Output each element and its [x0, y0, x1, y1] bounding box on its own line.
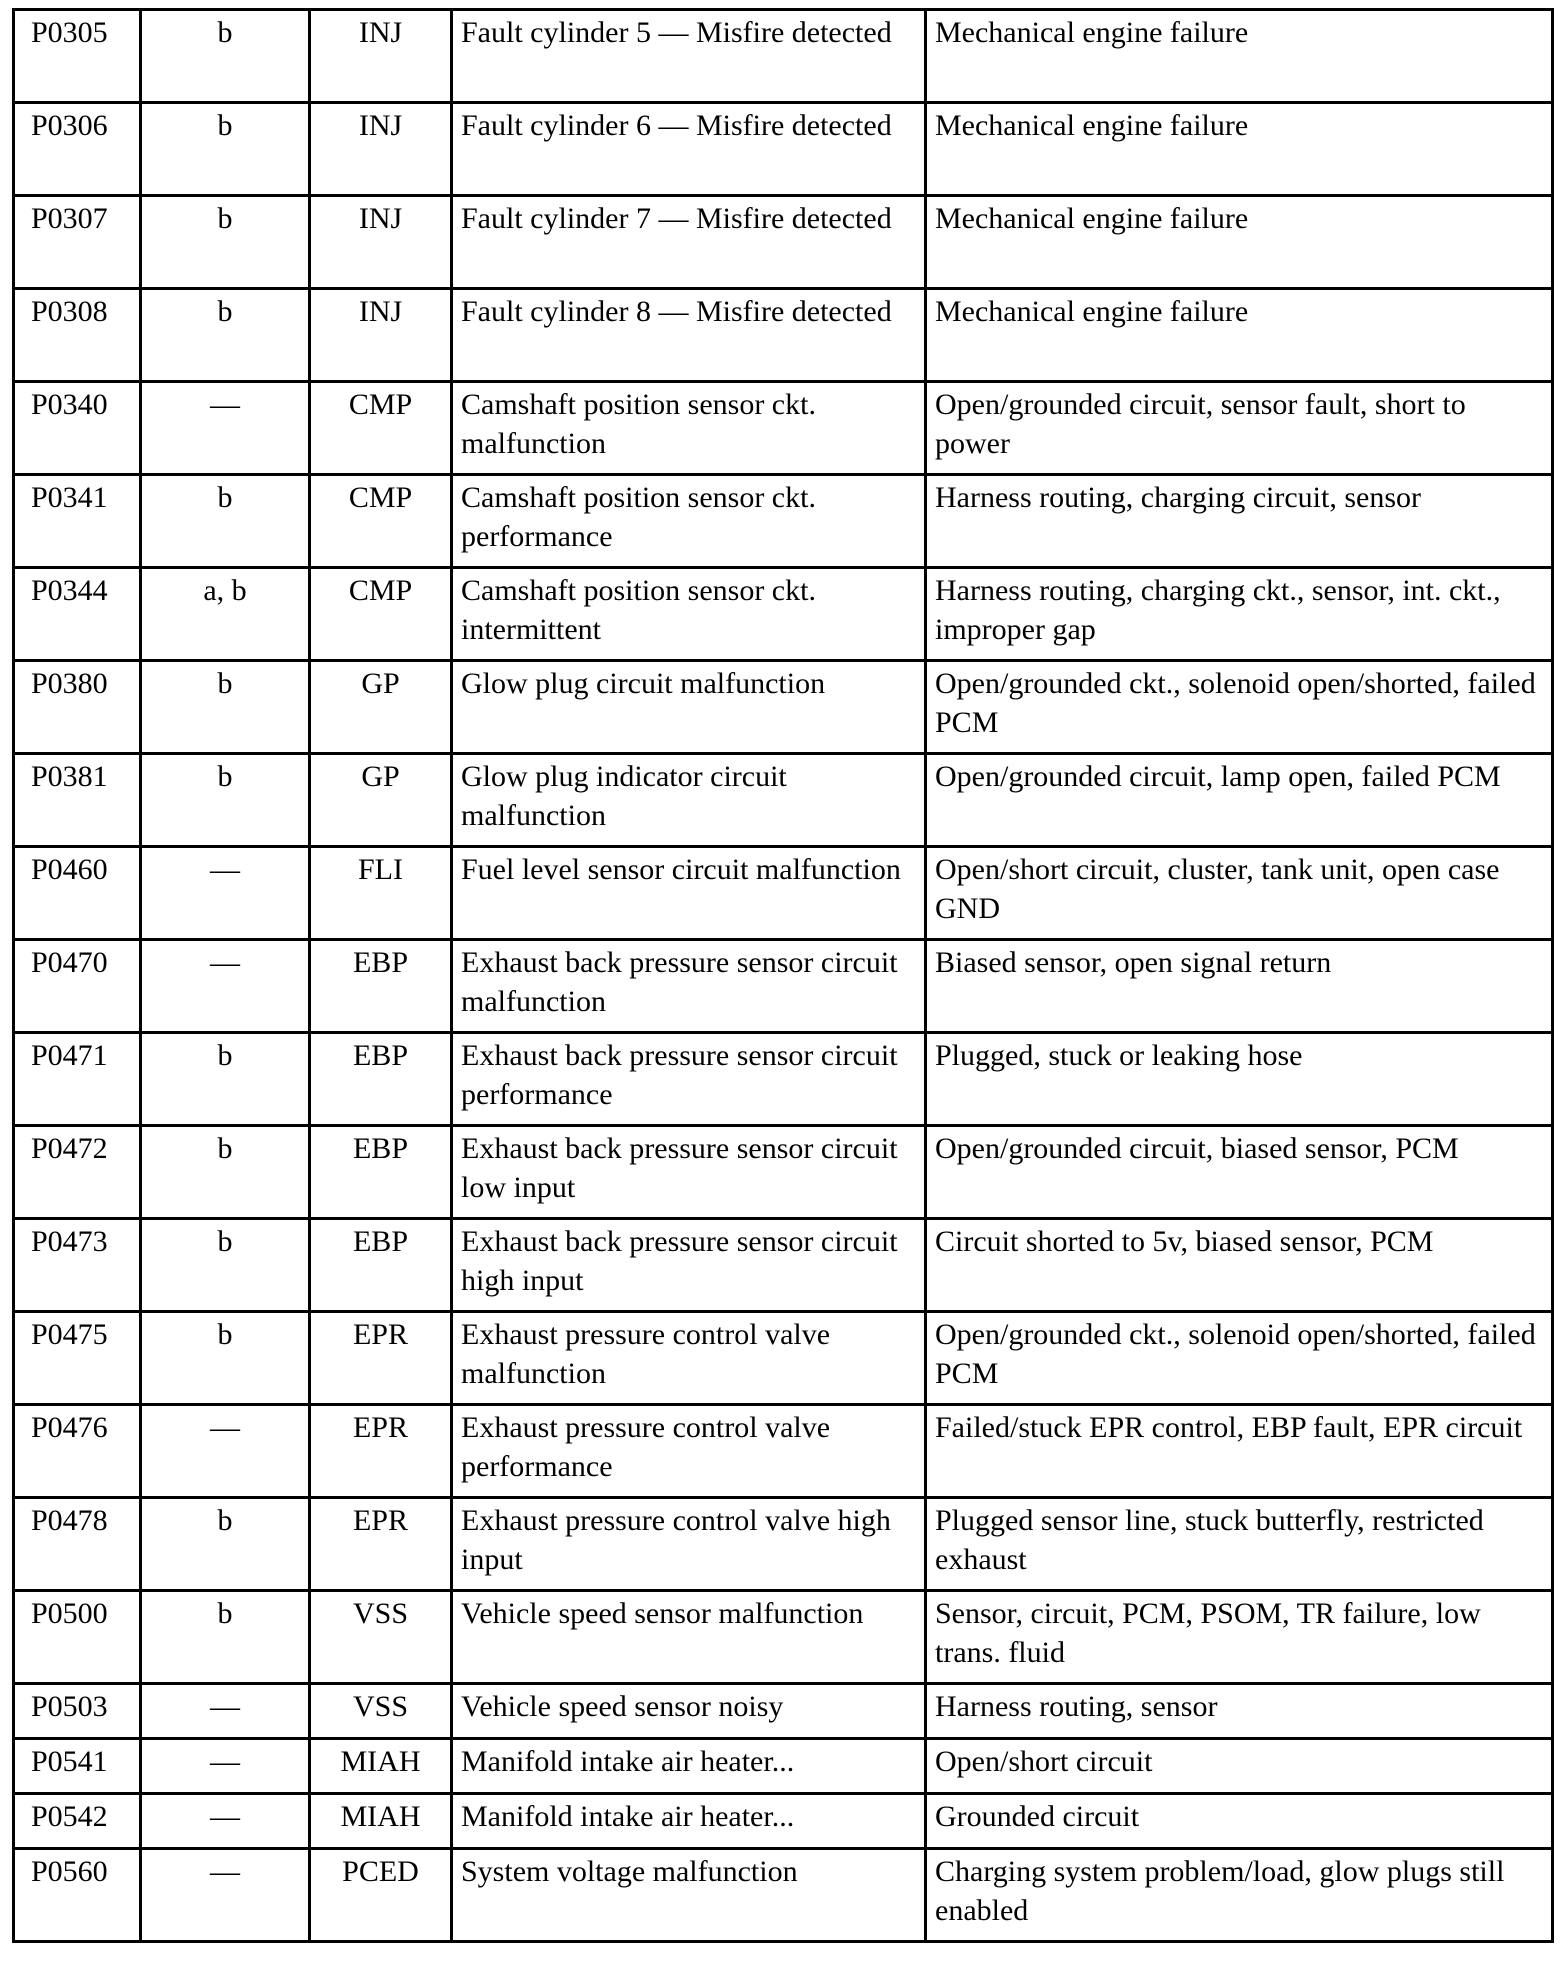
table-row — [14, 661, 1553, 754]
system-cell: EBP — [310, 1126, 452, 1219]
cause-cell: Open/grounded circuit, sensor fault, short to power — [926, 382, 1553, 475]
system-cell: EPR — [310, 1405, 452, 1498]
code-cell: P0344 — [14, 568, 141, 661]
code-cell: P0307 — [14, 196, 141, 289]
cause-cell: Mechanical engine failure — [926, 10, 1553, 103]
mode-cell: b — [141, 289, 310, 382]
table-row — [14, 196, 1553, 289]
description-cell: Camshaft position sensor ckt. malfunction — [452, 382, 926, 475]
table-row — [14, 1794, 1553, 1849]
cause-cell: Biased sensor, open signal return — [926, 940, 1553, 1033]
table-row — [14, 1739, 1553, 1794]
table-row — [14, 1849, 1553, 1942]
mode-cell: b — [141, 1033, 310, 1126]
code-cell: P0500 — [14, 1591, 141, 1684]
description-cell: Vehicle speed sensor noisy — [452, 1684, 926, 1739]
system-cell: PCED — [310, 1849, 452, 1942]
description-cell: Manifold intake air heater... — [452, 1739, 926, 1794]
cause-cell: Harness routing, charging ckt., sensor, int. ckt., improper gap — [926, 568, 1553, 661]
mode-cell: b — [141, 1498, 310, 1591]
code-cell: P0470 — [14, 940, 141, 1033]
table-row — [14, 940, 1553, 1033]
system-cell: VSS — [310, 1684, 452, 1739]
code-cell: P0473 — [14, 1219, 141, 1312]
system-cell: VSS — [310, 1591, 452, 1684]
mode-cell: b — [141, 10, 310, 103]
mode-cell: — — [141, 1794, 310, 1849]
system-cell: FLI — [310, 847, 452, 940]
table-body — [14, 10, 1553, 1942]
description-cell: Exhaust pressure control valve high input — [452, 1498, 926, 1591]
table-row — [14, 1219, 1553, 1312]
system-cell: EBP — [310, 940, 452, 1033]
mode-cell: b — [141, 475, 310, 568]
system-cell: EBP — [310, 1033, 452, 1126]
cause-cell: Open/short circuit, cluster, tank unit, open case GND — [926, 847, 1553, 940]
mode-cell: b — [141, 661, 310, 754]
table-row — [14, 1591, 1553, 1684]
mode-cell: b — [141, 1591, 310, 1684]
code-cell: P0560 — [14, 1849, 141, 1942]
cause-cell: Charging system problem/load, glow plugs still enabled — [926, 1849, 1553, 1942]
description-cell: Glow plug circuit malfunction — [452, 661, 926, 754]
cause-cell: Mechanical engine failure — [926, 103, 1553, 196]
description-cell: Exhaust back pressure sensor circuit high input — [452, 1219, 926, 1312]
code-cell: P0542 — [14, 1794, 141, 1849]
cause-cell: Mechanical engine failure — [926, 196, 1553, 289]
table-row — [14, 103, 1553, 196]
mode-cell: b — [141, 196, 310, 289]
system-cell: INJ — [310, 103, 452, 196]
mode-cell: b — [141, 1219, 310, 1312]
cause-cell: Open/grounded circuit, lamp open, failed PCM — [926, 754, 1553, 847]
system-cell: GP — [310, 754, 452, 847]
description-cell: Exhaust back pressure sensor circuit low input — [452, 1126, 926, 1219]
system-cell: CMP — [310, 568, 452, 661]
table-row — [14, 1312, 1553, 1405]
table-row — [14, 1684, 1553, 1739]
table-row — [14, 847, 1553, 940]
table-row — [14, 475, 1553, 568]
code-cell: P0471 — [14, 1033, 141, 1126]
description-cell: Fault cylinder 5 — Misfire detected — [452, 10, 926, 103]
system-cell: INJ — [310, 196, 452, 289]
cause-cell: Failed/stuck EPR control, EBP fault, EPR circuit — [926, 1405, 1553, 1498]
description-cell: Vehicle speed sensor malfunction — [452, 1591, 926, 1684]
cause-cell: Open/grounded ckt., solenoid open/shorted, failed PCM — [926, 661, 1553, 754]
table-row — [14, 754, 1553, 847]
cause-cell: Grounded circuit — [926, 1794, 1553, 1849]
table-row — [14, 289, 1553, 382]
code-cell: P0306 — [14, 103, 141, 196]
mode-cell: b — [141, 1126, 310, 1219]
system-cell: EPR — [310, 1498, 452, 1591]
description-cell: Exhaust pressure control valve malfunction — [452, 1312, 926, 1405]
mode-cell: a, b — [141, 568, 310, 661]
description-cell: Camshaft position sensor ckt. intermittent — [452, 568, 926, 661]
system-cell: EPR — [310, 1312, 452, 1405]
description-cell: Exhaust back pressure sensor circuit performance — [452, 1033, 926, 1126]
code-cell: P0460 — [14, 847, 141, 940]
code-cell: P0380 — [14, 661, 141, 754]
cause-cell: Mechanical engine failure — [926, 289, 1553, 382]
code-cell: P0381 — [14, 754, 141, 847]
system-cell: GP — [310, 661, 452, 754]
cause-cell: Plugged, stuck or leaking hose — [926, 1033, 1553, 1126]
system-cell: EBP — [310, 1219, 452, 1312]
code-cell: P0472 — [14, 1126, 141, 1219]
description-cell: Exhaust back pressure sensor circuit malfunction — [452, 940, 926, 1033]
diagnostic-code-table — [12, 8, 1554, 1943]
system-cell: INJ — [310, 10, 452, 103]
table-row — [14, 1033, 1553, 1126]
cause-cell: Circuit shorted to 5v, biased sensor, PCM — [926, 1219, 1553, 1312]
system-cell: MIAH — [310, 1794, 452, 1849]
code-cell: P0475 — [14, 1312, 141, 1405]
table-row — [14, 1126, 1553, 1219]
cause-cell: Sensor, circuit, PCM, PSOM, TR failure, low trans. fluid — [926, 1591, 1553, 1684]
description-cell: Fuel level sensor circuit malfunction — [452, 847, 926, 940]
code-cell: P0503 — [14, 1684, 141, 1739]
mode-cell: — — [141, 1739, 310, 1794]
mode-cell: b — [141, 103, 310, 196]
mode-cell: — — [141, 382, 310, 475]
cause-cell: Open/short circuit — [926, 1739, 1553, 1794]
table-row — [14, 382, 1553, 475]
description-cell: System voltage malfunction — [452, 1849, 926, 1942]
description-cell: Fault cylinder 6 — Misfire detected — [452, 103, 926, 196]
code-cell: P0541 — [14, 1739, 141, 1794]
code-cell: P0308 — [14, 289, 141, 382]
code-cell: P0478 — [14, 1498, 141, 1591]
description-cell: Glow plug indicator circuit malfunction — [452, 754, 926, 847]
mode-cell: — — [141, 940, 310, 1033]
table-row — [14, 1498, 1553, 1591]
code-cell: P0305 — [14, 10, 141, 103]
cause-cell: Plugged sensor line, stuck butterfly, restricted exhaust — [926, 1498, 1553, 1591]
system-cell: MIAH — [310, 1739, 452, 1794]
cause-cell: Harness routing, sensor — [926, 1684, 1553, 1739]
table-row — [14, 568, 1553, 661]
description-cell: Fault cylinder 7 — Misfire detected — [452, 196, 926, 289]
description-cell: Manifold intake air heater... — [452, 1794, 926, 1849]
mode-cell: — — [141, 1849, 310, 1942]
mode-cell: — — [141, 1684, 310, 1739]
system-cell: CMP — [310, 382, 452, 475]
mode-cell: — — [141, 1405, 310, 1498]
description-cell: Camshaft position sensor ckt. performance — [452, 475, 926, 568]
cause-cell: Harness routing, charging circuit, sensor — [926, 475, 1553, 568]
cause-cell: Open/grounded ckt., solenoid open/shorted, failed PCM — [926, 1312, 1553, 1405]
description-cell: Exhaust pressure control valve performance — [452, 1405, 926, 1498]
mode-cell: b — [141, 1312, 310, 1405]
code-cell: P0340 — [14, 382, 141, 475]
code-cell: P0341 — [14, 475, 141, 568]
cause-cell: Open/grounded circuit, biased sensor, PCM — [926, 1126, 1553, 1219]
mode-cell: — — [141, 847, 310, 940]
mode-cell: b — [141, 754, 310, 847]
table-row — [14, 10, 1553, 103]
table-row — [14, 1405, 1553, 1498]
system-cell: CMP — [310, 475, 452, 568]
description-cell: Fault cylinder 8 — Misfire detected — [452, 289, 926, 382]
system-cell: INJ — [310, 289, 452, 382]
code-cell: P0476 — [14, 1405, 141, 1498]
